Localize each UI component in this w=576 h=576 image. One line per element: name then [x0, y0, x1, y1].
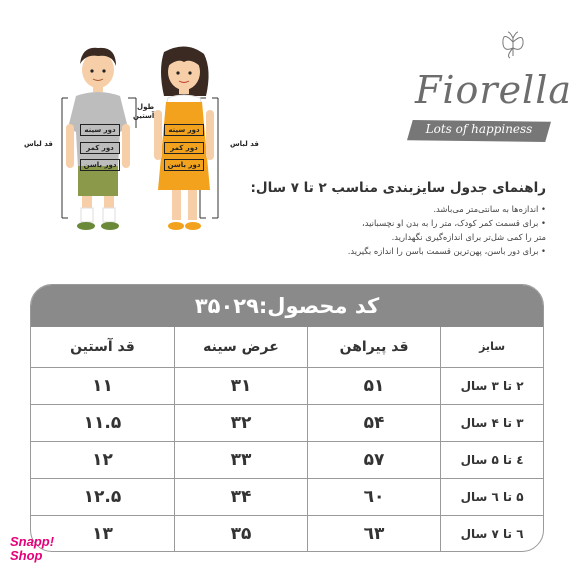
table-row [31, 404, 543, 441]
cell-dress-length: ۵۴ [308, 404, 441, 441]
girl-waist-label: دور کمر [164, 142, 204, 154]
cell-sleeve-length: ۱۱ [31, 367, 174, 404]
girl-length-label: قد لباس [230, 140, 259, 148]
boy-chest-label: دور سینه [80, 124, 120, 136]
boy-waist-label: دور کمر [80, 142, 120, 154]
cell-sleeve-length: ۱۲ [31, 441, 174, 478]
girl-chest-label: دور سینه [164, 124, 204, 136]
table-row [31, 478, 543, 515]
guide-title: راهنمای جدول سایزبندی مناسب ۲ تا ۷ سال: [250, 180, 546, 196]
boy-hip-label: دور باسن [80, 159, 120, 171]
cell-sleeve-length: ۱۱.۵ [31, 404, 174, 441]
guide-note: • برای دور باسن، پهن‌ترین قسمت باسن را اندازه بگیرید. [347, 246, 546, 256]
column-header-size: سایز [441, 327, 543, 367]
size-guide [216, 180, 546, 258]
cell-chest-width: ۳۳ [174, 441, 307, 478]
cell-dress-length: ۵۱ [308, 367, 441, 404]
brand-logo [405, 30, 573, 140]
table-row [31, 367, 543, 404]
watermark-line-1: Snapp! [10, 534, 55, 549]
size-table-card [30, 284, 544, 552]
product-code: کد محصول:۳۵۰۲۹ [31, 285, 543, 327]
cell-chest-width: ۳۱ [174, 367, 307, 404]
boy-sleeve-label-bottom: آستین [133, 112, 155, 120]
table-row [31, 441, 543, 478]
guide-note: متر را کمی شل‌تر برای اندازه‌گیری نگهدارید. [391, 232, 546, 242]
column-header-sleeve-length: قد آستین [31, 327, 174, 367]
watermark-line-2: Shop [10, 548, 43, 563]
cell-sleeve-length: ۱۳ [92, 523, 113, 544]
boy-figure [66, 48, 130, 230]
guide-note: • برای قسمت کمر کودک، متر را به بدن او نچسبانید، [362, 218, 546, 228]
cell-size: ۳ تا ۴ سال [441, 404, 543, 441]
cell-size: ۵ تا ٦ سال [441, 478, 543, 515]
cell-size: ۲ تا ۳ سال [441, 367, 543, 404]
table-row [31, 515, 543, 552]
boy-sleeve-label-top: طول [137, 103, 155, 111]
cell-size: ٤ تا ۵ سال [441, 441, 543, 478]
boy-length-label: قد لباس [24, 140, 53, 148]
brand-name: Fiorella [415, 68, 573, 112]
cell-sleeve-length: ۱۲.۵ [31, 478, 174, 515]
column-header-dress-length: قد پیراهن [308, 327, 441, 367]
snapp-shop-watermark [10, 535, 54, 563]
girl-figure [154, 46, 214, 230]
size-table [31, 327, 543, 552]
cell-chest-width: ۳۲ [174, 404, 307, 441]
guide-note: • اندازه‌ها به سانتی‌متر می‌باشد. [433, 204, 546, 214]
cell-chest-width: ۳۵ [174, 515, 307, 552]
cell-dress-length: ٦۳ [308, 515, 441, 552]
girl-hip-label: دور باسن [164, 159, 204, 171]
table-header-row [31, 327, 543, 367]
column-header-chest-width: عرض سینه [174, 327, 307, 367]
butterfly-icon [500, 30, 526, 60]
brand-tagline: Lots of happiness [425, 122, 533, 136]
cell-chest-width: ۳۴ [174, 478, 307, 515]
cell-dress-length: ۵۷ [308, 441, 441, 478]
cell-size: ٦ تا ۷ سال [441, 515, 543, 552]
cell-dress-length: ٦۰ [308, 478, 441, 515]
guide-notes [216, 202, 546, 258]
